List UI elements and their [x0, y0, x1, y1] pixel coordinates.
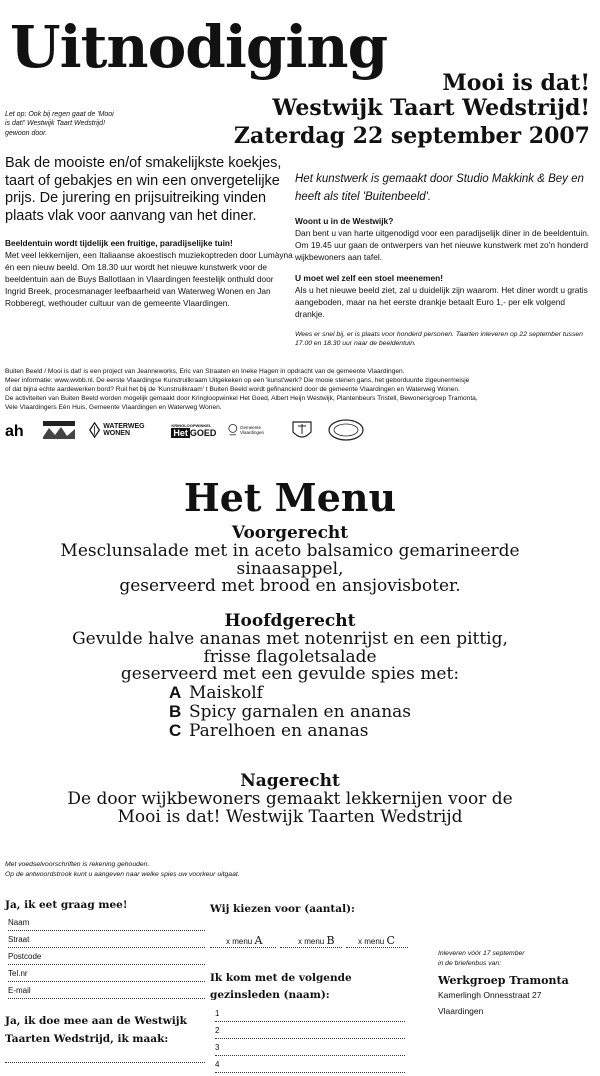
event-date: Zaterdag 22 september 2007: [233, 123, 590, 149]
credits-line: Meer informatie: www.wvbb.nl. De eerste Vlaardingse Kunstruilkraam Uitgekeken op een 'kunst'werk? Die mooie stenen gans, het geborduurde zigeunermeisje: [5, 376, 470, 384]
het-goed-het: Het: [173, 427, 188, 438]
dietary-note: [5, 860, 240, 879]
credits-line: of dat bijna echte aardewerken bord? Ruil het bij de 'Kunstruilkraam' t Buiten Beeld wordt gefinancierd door de gemeente Vlaardingen en Waterweg Wonen.: [5, 385, 460, 393]
albert-heijn-logo: [5, 421, 29, 439]
family-heading: Ik kom met de volgende gezinsleden (naam):: [210, 971, 352, 1001]
chair-heading: U moet wel zelf een stoel meenemen!: [295, 272, 444, 283]
right-note: Wees er snel bij, er is plaats voor honderd personen. Taarten inleveren op 22 september tussen 17.00 en 18.30 uur naar de beeldentuin.: [295, 331, 583, 348]
credits: [5, 368, 595, 412]
course-heading: Nagerecht: [240, 771, 340, 791]
menu-title: Het Menu: [183, 475, 397, 520]
deliver-note: [438, 949, 598, 968]
phone-field[interactable]: Tel.nr: [8, 965, 205, 982]
het-goed-small-text: KRINGLOOPWINKEL: [171, 422, 212, 428]
choice-heading: Wij kiezen voor (aantal):: [210, 903, 355, 915]
choice-menu-a[interactable]: x menu A: [210, 934, 276, 948]
option-b: B Spicy garnalen en ananas: [168, 702, 411, 723]
rsvp-heading: Ja, ik eet graag mee!: [5, 899, 128, 911]
family-member-4[interactable]: 4: [215, 1056, 405, 1073]
option-c: C Parelhoen en ananas: [168, 720, 369, 741]
choice-menu-c[interactable]: x menu C: [346, 934, 408, 948]
course-line: geserveerd met een gevulde spies met:: [120, 664, 460, 685]
right-column: [295, 170, 595, 349]
course-dessert: [0, 772, 580, 826]
name-field[interactable]: Naam: [8, 914, 205, 931]
sponsor-logos: [5, 417, 365, 443]
svg-text:ah: ah: [5, 423, 24, 439]
credits-line: Vele Vlaardingers Eén Huis, Gemeente Vlaardingen en Waterweg Wonen.: [5, 403, 222, 411]
street-field[interactable]: Straat: [8, 931, 205, 948]
dietary-note-line: Op de antwoordstrook kunt u aangeven naar welke spies uw voorkeur uitgaat.: [5, 870, 240, 878]
left-column: [5, 237, 295, 309]
gemeente-text: Gemeente Vlaardingen: [239, 425, 264, 435]
course-heading: Hoofdgerecht: [224, 611, 356, 631]
westwijk-body: Dan bent u van harte uitgenodigd voor een paradijselijk diner in de beeldentuin. Om 19.45 uur gaan de ontwerpers van het nieuwe kunstwerk met zo'n honderd wijkbewoners aan tafel.: [295, 227, 590, 263]
left-body: Met veel lekkernijen, een Italiaanse akoestisch muziekoptreden door Lumàyna én een nieuw beeld. Om 18.30 uur wordt het nieuwe kunstwerk voor de beeldentuin aan de Buys Ballotlaan in Vlaardingen feestelijk onthuld door Ingrid Breek, procesmanager leefbaarheid van Waterweg Wonen en Jan Robberegt, wethouder cultuur van de gemeente Vlaardingen.: [5, 250, 293, 309]
course-line: Gevulde halve ananas met notenrijst en een pittig,: [72, 628, 508, 649]
address-street: Kamerlingh Onnesstraat 27: [438, 990, 542, 1001]
family-member-2[interactable]: 2: [215, 1022, 405, 1039]
slogan-line-1: Mooi is dat!: [442, 70, 590, 96]
rain-note: Let op: Ook bij regen gaat de 'Mooi is dat!' Westwijk Taart Wedstrijd! gewoon door.: [5, 111, 114, 137]
contest-heading: Ja, ik doe mee aan de Westwijk Taarten Wedstrijd, ik maak:: [5, 1014, 187, 1045]
family-member-1[interactable]: 1: [215, 1005, 405, 1022]
artwork-intro: Het kunstwerk is gemaakt door Studio Makkink & Bey en heeft als titel 'Buitenbeeld'.: [295, 173, 584, 204]
credits-line: De activiteiten van Buiten Beeld worden mogelijk gemaakt door Kringloopwinkel Het Goed, Albert Heijn Westwijk, Plantenbeurs Tristell, Bewonersgroep Tramonta,: [5, 394, 478, 402]
slogan-line-2: Westwijk Taart Wedstrijd!: [272, 95, 590, 121]
het-goed-logo: [171, 423, 216, 438]
waterweg-wonen-logo: [89, 420, 159, 440]
option-a: A Maiskolf: [168, 683, 263, 704]
delivery-address: [438, 949, 598, 1019]
course-line: De door wijkbewoners gemaakt lekkernijen voor de: [67, 788, 513, 809]
skewer-options: [169, 684, 411, 741]
course-line: Mesclunsalade met in aceto balsamico gemarineerde: [60, 540, 520, 561]
contest-entry-field[interactable]: [5, 1048, 205, 1063]
waterweg-wonen-text: WATERWEG WONEN: [103, 423, 145, 437]
family-member-3[interactable]: 3: [215, 1039, 405, 1056]
chair-body: Als u het nieuwe beeld ziet, zal u duidelijk zijn waarom. Het diner wordt u gratis aangeboden, maar na het eerste drankje betaalt Euro 1,- per elk volgend drankje.: [295, 284, 588, 320]
menu-choices: [210, 934, 420, 948]
course-heading: Voorgerecht: [231, 523, 349, 543]
page-title: Uitnodiging: [10, 13, 388, 81]
course-line: Mooi is dat! Westwijk Taarten Wedstrijd: [117, 806, 463, 827]
choice-menu-b[interactable]: x menu B: [280, 934, 342, 948]
email-field[interactable]: E-mail: [8, 982, 205, 999]
deliver-note-line: Inleveren vóór 17 september: [438, 950, 525, 957]
seal-logo: [327, 418, 365, 442]
gemeente-vlaardingen-logo: [228, 422, 277, 438]
deliver-note-line: in de briefenbus van:: [438, 959, 502, 967]
het-goed-goed: GOED: [189, 427, 217, 438]
course-main: [0, 612, 580, 741]
course-starter: [0, 524, 580, 596]
address-org: Werkgroep Tramonta: [438, 974, 569, 988]
westwijk-heading: Woont u in de Westwijk?: [295, 215, 394, 226]
crest-logo: [289, 418, 315, 442]
left-heading: Beeldentuin wordt tijdelijk een fruitige, paradijselijke tuin!: [5, 238, 233, 248]
bewonersgroep-logo: [41, 419, 77, 441]
intro-text: Bak de mooiste en/of smakelijkste koekjes, taart of gebakjes en win een onvergetelijke prijs. De jurering en prijsuitreiking vinden plaats vlak voor aanvang van het diner.: [5, 155, 282, 225]
rsvp-form: [5, 898, 205, 1063]
course-line: geserveerd met brood en ansjovisboter.: [119, 576, 461, 597]
course-line: frisse flagoletsalade: [203, 646, 377, 667]
address-city: Vlaardingen: [438, 1006, 484, 1017]
dietary-note-line: Met voedselvoorschriften is rekening gehouden.: [5, 861, 150, 868]
course-line: sinaasappel,: [236, 558, 344, 579]
menu-choice-form: [210, 902, 420, 1073]
postcode-field[interactable]: Postcode: [8, 948, 205, 965]
credits-line: Buiten Beeld / Mooi is dat! is een project van Jeanneworks, Eric van Straaten en Ineke Hagen in opdracht van de gemeente Vlaardingen.: [5, 368, 405, 375]
